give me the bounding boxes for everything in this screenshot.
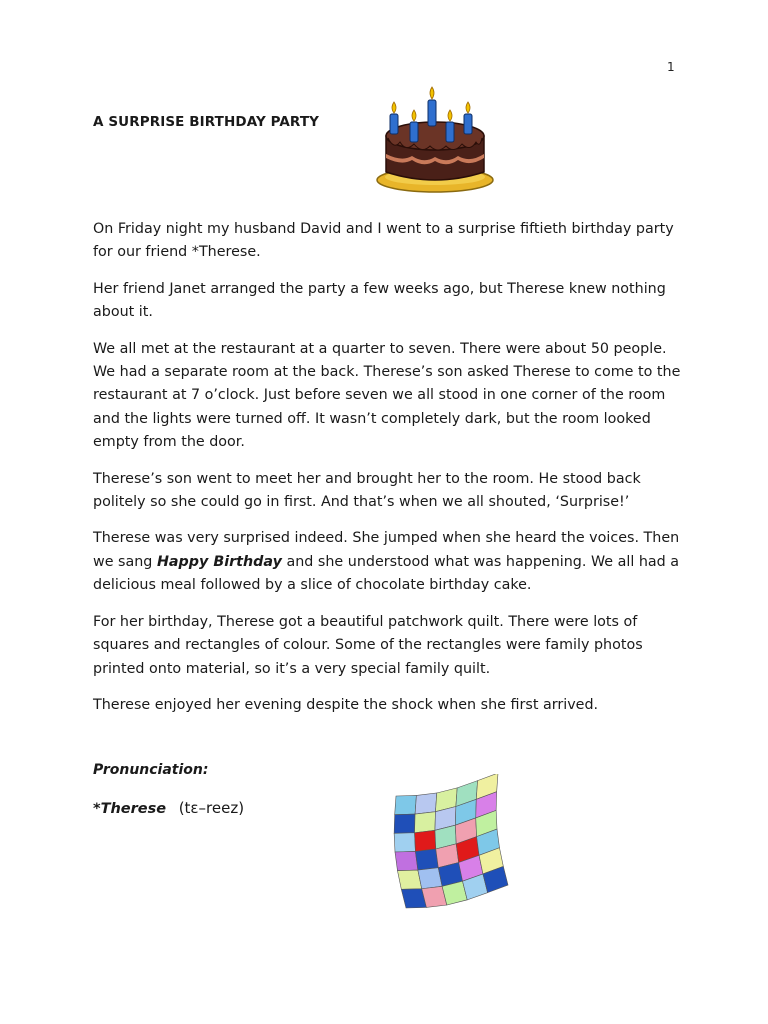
pronunciation-ipa: (tɛ–reez) (178, 799, 245, 817)
quilt-patch (418, 868, 442, 889)
birthday-cake-image (372, 84, 498, 196)
patchwork-quilt-image (388, 774, 514, 916)
paragraph: We all met at the restaurant at a quarter to seven. There were about 50 people. We had a separate room at the back. Therese’s son asked Therese to come to the restaurant at 7 o’clock. Just before seven we all stood in one corner of the room and the lights were turned off. It wasn’t completely dark, but the room looked empty from the door. (93, 340, 681, 451)
page-number: 1 (667, 60, 675, 74)
paragraph: Her friend Janet arranged the party a few weeks ago, but Therese knew nothing about it. (93, 280, 666, 321)
pronunciation-entry (93, 799, 244, 817)
paragraph-text: Therese was very surprised indeed. She jumped when she heard the voices. Then we sang (93, 530, 680, 570)
story-body (93, 218, 683, 730)
paragraph: Therese enjoyed her evening despite the shock when she first arrived. (93, 696, 599, 713)
quilt-patch (415, 849, 438, 870)
quilt-patch (415, 830, 436, 851)
paragraph: Therese’s son went to meet her and brought her to the room. He stood back politely so she could go in first. And that’s when we all shouted, ‘Surprise!’ (93, 470, 641, 511)
quilt-patch (415, 793, 437, 814)
pronunciation-heading: Pronunciation: (93, 762, 209, 778)
quilt-patch (395, 851, 418, 870)
paragraph (93, 527, 683, 597)
paragraph: For her birthday, Therese got a beautiful patchwork quilt. There were lots of squares and rectangles of colour. Some of the rectangles were family photos printed onto material, so it’s a very special family quilt. (93, 613, 643, 677)
quilt-patch (397, 870, 421, 889)
paragraph-text: and she understood what was happening. We all had a delicious meal followed by a slice of chocolate birthday cake. (93, 553, 680, 594)
quilt-patch (395, 795, 417, 814)
song-title: Happy Birthday (156, 553, 282, 570)
quilt-patch (415, 812, 436, 833)
quilt-patch (394, 814, 415, 833)
quilt-patch (394, 833, 415, 852)
pronunciation-word: *Therese (93, 801, 167, 817)
paragraph: On Friday night my husband David and I went to a surprise fiftieth birthday party for our friend *Therese. (93, 221, 674, 261)
page-title: A SURPRISE BIRTHDAY PARTY (93, 114, 320, 130)
